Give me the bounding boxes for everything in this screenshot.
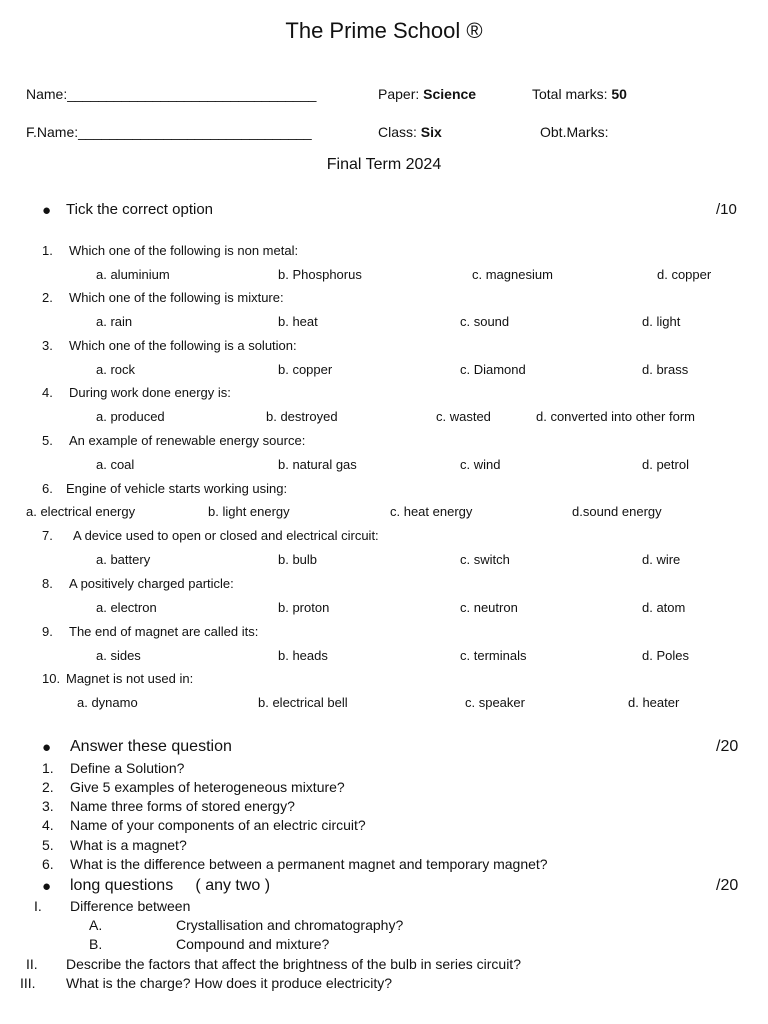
- mcq-number: 7.: [42, 528, 53, 543]
- class-value: Six: [420, 124, 442, 140]
- paper-label: Paper:: [378, 86, 420, 102]
- short-question-number: 5.: [42, 837, 54, 853]
- mcq-option: d. light: [642, 314, 681, 329]
- short-question-number: 4.: [42, 817, 54, 833]
- section3-title: long questions ( any two ): [70, 877, 271, 894]
- short-question-number: 1.: [42, 760, 54, 776]
- mcq-option: b. electrical bell: [258, 695, 348, 710]
- short-question: What is the difference between a permanent magnet and temporary magnet?: [70, 856, 548, 872]
- short-question-number: 3.: [42, 798, 54, 814]
- short-question-number: 2.: [42, 779, 54, 795]
- mcq-option: a. coal: [96, 457, 135, 472]
- short-question: What is a magnet?: [70, 837, 187, 853]
- term-title: Final Term 2024: [326, 156, 442, 173]
- total-marks: [532, 86, 627, 102]
- section1-marks: /10: [716, 201, 737, 218]
- mcq-option: d. Poles: [642, 648, 689, 663]
- short-question: Name three forms of stored energy?: [70, 798, 295, 814]
- mcq-question: Which one of the following is mixture:: [69, 290, 284, 305]
- mcq-option: d. atom: [642, 600, 686, 615]
- mcq-number: 2.: [42, 290, 53, 305]
- total-value: 50: [611, 86, 627, 102]
- sub-question: Compound and mixture?: [176, 936, 330, 952]
- mcq-number: 5.: [42, 433, 53, 448]
- mcq-option: c. heat energy: [390, 504, 473, 519]
- total-label: Total marks:: [532, 86, 608, 102]
- mcq-option: d. heater: [628, 695, 680, 710]
- long-question: Describe the factors that affect the brightness of the bulb in series circuit?: [66, 956, 521, 972]
- paper-info: [378, 86, 476, 102]
- section1-title: Tick the correct option: [66, 201, 214, 218]
- section1-bullet: ●: [42, 202, 52, 219]
- long-question-number: I.: [34, 898, 42, 914]
- mcq-option: b. natural gas: [278, 457, 357, 472]
- section3-bullet: ●: [42, 878, 52, 895]
- mcq-question: Which one of the following is a solution:: [69, 338, 297, 353]
- class-label: Class:: [378, 124, 417, 140]
- mcq-option: d.sound energy: [572, 504, 662, 519]
- mcq-option: c. speaker: [465, 695, 525, 710]
- mcq-option: c. terminals: [460, 648, 527, 663]
- mcq-option: b. light energy: [208, 504, 290, 519]
- mcq-option: a. rock: [96, 362, 136, 377]
- short-question: Define a Solution?: [70, 760, 185, 776]
- mcq-option: b. copper: [278, 362, 333, 377]
- mcq-number: 10.: [42, 671, 61, 686]
- long-question: Difference between: [70, 898, 191, 914]
- mcq-option: a. produced: [96, 409, 165, 424]
- class-info: [378, 124, 442, 140]
- mcq-option: b. bulb: [278, 552, 318, 567]
- mcq-option: c. wind: [460, 457, 501, 472]
- mcq-question: During work done energy is:: [69, 385, 231, 400]
- mcq-option: c. Diamond: [460, 362, 526, 377]
- mcq-option: a. electron: [96, 600, 157, 615]
- mcq-option: c. switch: [460, 552, 510, 567]
- sub-question: Crystallisation and chromatography?: [176, 917, 404, 933]
- short-question-number: 6.: [42, 856, 54, 872]
- long-question-number: III.: [20, 975, 36, 991]
- mcq-number: 9.: [42, 624, 53, 639]
- mcq-option: a. battery: [96, 552, 151, 567]
- mcq-option: c. wasted: [436, 409, 491, 424]
- section3-marks: /20: [716, 877, 739, 894]
- mcq-option: d. brass: [642, 362, 689, 377]
- long-question-number: II.: [26, 956, 38, 972]
- mcq-option: b. heads: [278, 648, 328, 663]
- section2-title: Answer these question: [70, 738, 232, 755]
- mcq-question: Engine of vehicle starts working using:: [66, 481, 288, 496]
- sub-question-number: A.: [89, 917, 103, 933]
- mcq-number: 1.: [42, 243, 53, 258]
- mcq-number: 8.: [42, 576, 53, 591]
- section2-marks: /20: [716, 738, 739, 755]
- mcq-option: b. proton: [278, 600, 330, 615]
- mcq-option: d. petrol: [642, 457, 689, 472]
- mcq-option: d. copper: [657, 267, 712, 282]
- mcq-number: 6.: [42, 481, 53, 496]
- short-question: Name of your components of an electric circuit?: [70, 817, 366, 833]
- father-name-field: F.Name:______________________________: [26, 124, 312, 140]
- obtained-marks: Obt.Marks:: [540, 124, 609, 140]
- mcq-question: Magnet is not used in:: [66, 671, 194, 686]
- school-title: The Prime School ®: [285, 18, 483, 43]
- mcq-option: c. neutron: [460, 600, 518, 615]
- mcq-option: c. sound: [460, 314, 510, 329]
- mcq-option: b. destroyed: [266, 409, 338, 424]
- mcq-option: a. electrical energy: [26, 504, 136, 519]
- mcq-option: d. wire: [642, 552, 681, 567]
- mcq-question: A positively charged particle:: [69, 576, 234, 591]
- mcq-option: a. aluminium: [96, 267, 170, 282]
- mcq-option: d. converted into other form: [536, 409, 695, 424]
- sub-question-number: B.: [89, 936, 103, 952]
- long-question: What is the charge? How does it produce electricity?: [66, 975, 393, 991]
- mcq-option: a. rain: [96, 314, 133, 329]
- name-field: Name:________________________________: [26, 86, 317, 102]
- mcq-question: The end of magnet are called its:: [69, 624, 259, 639]
- short-question: Give 5 examples of heterogeneous mixture?: [70, 779, 345, 795]
- mcq-question: A device used to open or closed and electrical circuit:: [73, 528, 379, 543]
- mcq-option: a. dynamo: [77, 695, 138, 710]
- mcq-option: c. magnesium: [472, 267, 553, 282]
- mcq-number: 3.: [42, 338, 53, 353]
- mcq-option: a. sides: [96, 648, 141, 663]
- mcq-option: b. Phosphorus: [278, 267, 362, 282]
- section2-bullet: ●: [42, 739, 52, 756]
- paper-value: Science: [423, 86, 477, 102]
- mcq-question: An example of renewable energy source:: [69, 433, 306, 448]
- mcq-number: 4.: [42, 385, 53, 400]
- mcq-option: b. heat: [278, 314, 318, 329]
- mcq-question: Which one of the following is non metal:: [69, 243, 299, 258]
